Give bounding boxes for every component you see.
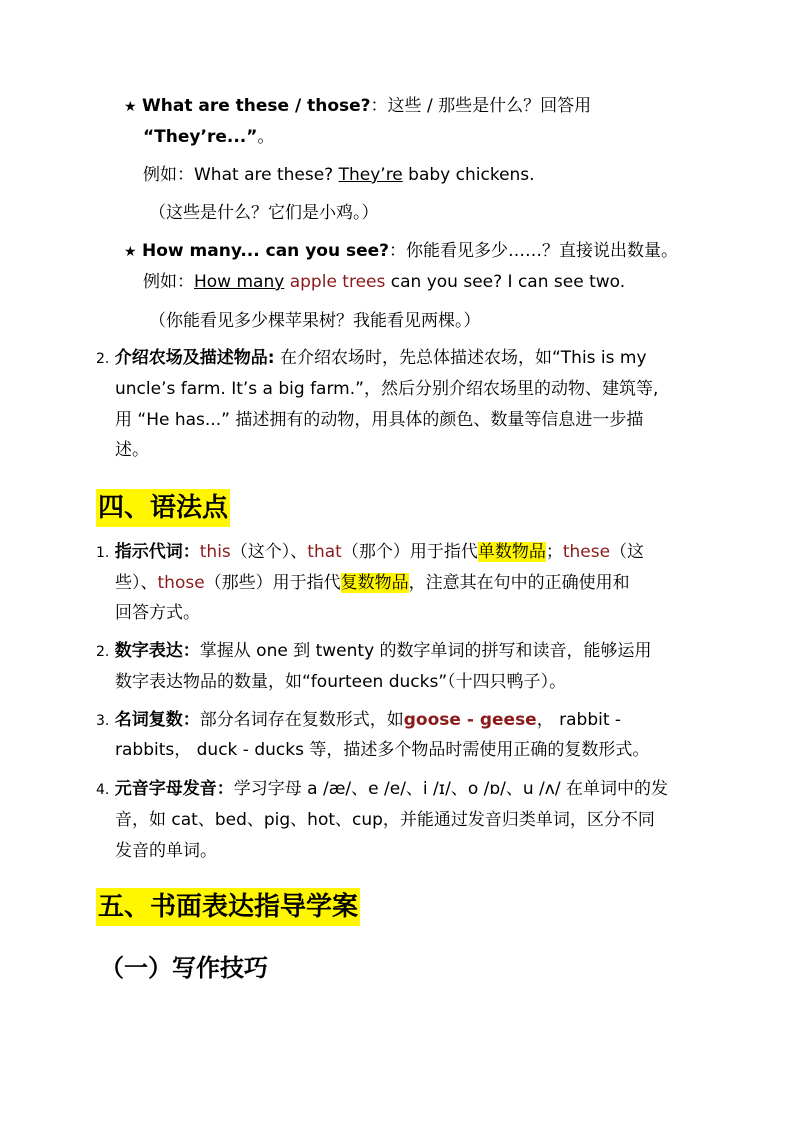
farm-line-4: 述。 — [115, 440, 149, 460]
grammar-item-1-line-2: 些）、those（那些）用于指代复数物品，注意其在句中的正确使用和 — [115, 573, 630, 593]
bullet-how-many: ★ How many... can you see?：你能看见多少……？直接说出数量。 — [124, 239, 678, 264]
star-icon: ★ — [124, 99, 137, 115]
example-line-2: 例如：How many apple trees can you see? I can see two. — [143, 272, 626, 292]
these-question: What are these / those? — [142, 96, 371, 116]
grammar-item-2: 2. 数字表达：掌握从 one 到 twenty 的数字单词的拼写和读音，能够运用 — [96, 641, 652, 661]
subheading-writing-tips: （一）写作技巧 — [100, 954, 268, 982]
bullet-these-those: ★ What are these / those?：这些 / 那些是什么？回答用 — [124, 94, 591, 119]
grammar-item-2-line-2: 数字表达物品的数量，如“fourteen ducks”（十四只鸭子）。 — [115, 672, 567, 692]
grammar-item-1-line-3: 回答方式。 — [115, 603, 200, 623]
grammar-item-4-line-3: 发音的单词。 — [115, 841, 217, 861]
grammar-item-3-line-2: rabbits， duck - ducks 等，描述多个物品时需使用正确的复数形式。 — [115, 740, 650, 760]
section-heading-grammar: 四、语法点 — [96, 489, 230, 527]
farm-line-2: uncle’s farm. It’s a big farm.”，然后分别介绍农场里的动物、建筑等, — [115, 379, 659, 399]
grammar-item-3: 3. 名词复数：部分名词存在复数形式，如goose - geese， rabbit - — [96, 710, 622, 730]
star-icon: ★ — [124, 244, 137, 260]
howmany-question: How many... can you see? — [142, 241, 390, 261]
theyre-answer-line: “They’re...”。 — [143, 127, 275, 147]
example-translation-2: （你能看见多少棵苹果树？我能看见两棵。） — [149, 311, 481, 331]
grammar-item-4: 4. 元音字母发音：学习字母 a /æ/、e /e/、i /ɪ/、o /ɒ/、u /ʌ/ 在单词中的发 — [96, 779, 668, 799]
farm-line-3: 用 “He has...” 描述拥有的动物，用具体的颜色、数量等信息进一步描 — [115, 410, 644, 430]
grammar-item-1: 1. 指示代词：this（这个）、that（那个）用于指代单数物品；these（这 — [96, 542, 645, 562]
example-translation-1: （这些是什么？它们是小鸡。） — [149, 203, 379, 223]
farm-item: 2. 介绍农场及描述物品: 在介绍农场时，先总体描述农场，如“This is my — [96, 348, 647, 368]
example-line-1: 例如：What are these? They’re baby chickens. — [143, 165, 535, 185]
grammar-item-4-line-2: 音，如 cat、bed、pig、hot、cup，并能通过发音归类单词，区分不同 — [115, 810, 655, 830]
section-heading-writing: 五、书面表达指导学案 — [96, 888, 360, 926]
